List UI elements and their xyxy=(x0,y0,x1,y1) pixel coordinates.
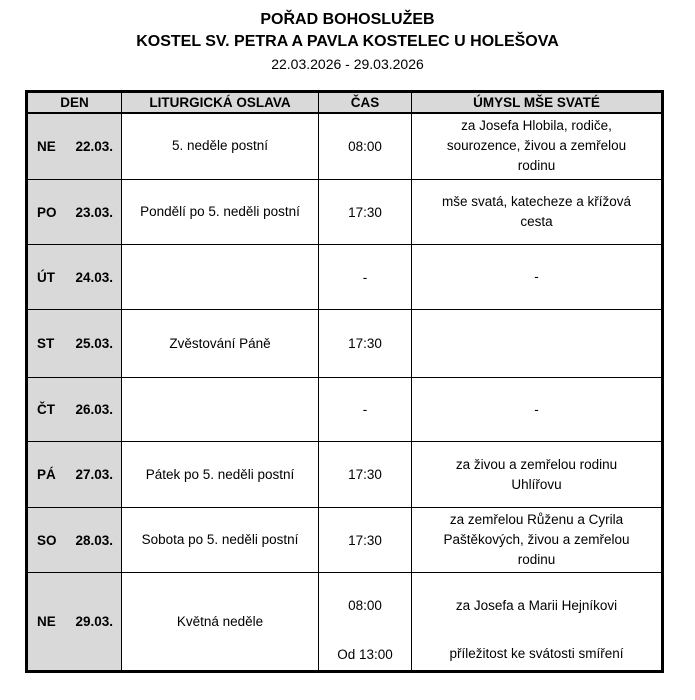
celebration-cell: Zvěstování Páně xyxy=(122,310,319,378)
time-cell: - xyxy=(319,378,412,442)
time-cell xyxy=(319,573,412,672)
day-date: 27.03. xyxy=(75,467,113,482)
day-abbr: PO xyxy=(37,204,57,220)
celebration-cell: Pondělí po 5. neděli postní xyxy=(122,180,319,245)
celebration-cell xyxy=(122,378,319,442)
time-cell: 17:30 xyxy=(319,442,412,508)
day-abbr: ČT xyxy=(37,402,55,417)
day-label xyxy=(28,467,121,482)
day-cell xyxy=(27,508,122,573)
day-label xyxy=(28,270,121,285)
table-row xyxy=(27,442,663,508)
day-cell xyxy=(27,378,122,442)
day-cell xyxy=(27,310,122,378)
table-row xyxy=(27,180,663,245)
page-title: POŘAD BOHOSLUŽEB xyxy=(260,11,435,28)
day-label xyxy=(28,533,121,548)
day-abbr: PÁ xyxy=(37,467,56,482)
date-range: 22.03.2026 - 29.03.2026 xyxy=(271,56,424,72)
table-row xyxy=(27,113,663,180)
table-row xyxy=(27,508,663,573)
time-cell: 08:00 xyxy=(319,113,412,180)
time-cell: - xyxy=(319,245,412,310)
day-date: 28.03. xyxy=(75,532,113,548)
time-cell: 17:30 xyxy=(319,310,412,378)
column-header-liturgicka-oslava: LITURGICKÁ OSLAVA xyxy=(122,92,319,113)
day-abbr: NE xyxy=(37,138,56,154)
column-header-umysl: ÚMYSL MŠE SVATÉ xyxy=(412,92,663,113)
day-cell xyxy=(27,442,122,508)
day-label xyxy=(28,402,121,417)
day-label xyxy=(28,336,121,351)
celebration-cell: 5. neděle postní xyxy=(122,113,319,180)
day-date: 29.03. xyxy=(75,614,113,629)
day-date: 24.03. xyxy=(75,269,113,285)
celebration-cell: Sobota po 5. neděli postní xyxy=(122,508,319,573)
day-label xyxy=(28,139,121,154)
day-label xyxy=(28,614,121,629)
day-date: 23.03. xyxy=(75,204,113,220)
celebration-cell: Pátek po 5. neděli postní xyxy=(122,442,319,508)
column-header-den: DEN xyxy=(27,92,122,113)
day-date: 26.03. xyxy=(75,402,113,417)
intention-cell: - xyxy=(412,245,663,310)
time-secondary: Od 13:00 xyxy=(337,646,393,662)
time-cell: 17:30 xyxy=(319,508,412,573)
church-name: KOSTEL SV. PETRA A PAVLA KOSTELEC U HOLEŠOVA xyxy=(136,33,559,50)
day-abbr: SO xyxy=(37,532,57,548)
intention-cell xyxy=(412,310,663,378)
header-row xyxy=(27,92,663,113)
table-row xyxy=(27,573,663,672)
intention-cell: za Josefa Hlobila, rodiče, sourozence, živou a zemřelou rodinu xyxy=(412,113,663,180)
intention-cell: mše svatá, katecheze a křížová cesta xyxy=(412,180,663,245)
intention-cell: za zemřelou Růženu a Cyrila Paštěkových, živou a zemřelou rodinu xyxy=(412,508,663,573)
day-date: 25.03. xyxy=(75,336,113,351)
day-cell xyxy=(27,113,122,180)
table-row xyxy=(27,378,663,442)
day-abbr: ÚT xyxy=(37,269,55,285)
celebration-cell: Květná neděle xyxy=(122,573,319,672)
day-abbr: NE xyxy=(37,614,56,629)
celebration-cell xyxy=(122,245,319,310)
schedule-table xyxy=(25,90,664,673)
time-primary: 08:00 xyxy=(348,598,382,613)
day-abbr: ST xyxy=(37,336,55,351)
intention-secondary: příležitost ke svátosti smíření xyxy=(449,646,624,661)
day-label xyxy=(28,205,121,220)
table-row xyxy=(27,310,663,378)
intention-cell: - xyxy=(412,378,663,442)
title-block xyxy=(0,0,695,75)
column-header-cas: ČAS xyxy=(319,92,412,113)
intention-cell: za živou a zemřelou rodinu Uhlířovu xyxy=(412,442,663,508)
time-cell: 17:30 xyxy=(319,180,412,245)
intention-primary: za Josefa a Marii Hejníkovi xyxy=(455,598,618,613)
day-cell xyxy=(27,245,122,310)
day-cell xyxy=(27,180,122,245)
day-date: 22.03. xyxy=(75,138,113,154)
intention-cell xyxy=(412,573,663,672)
table-row xyxy=(27,245,663,310)
day-cell xyxy=(27,573,122,672)
